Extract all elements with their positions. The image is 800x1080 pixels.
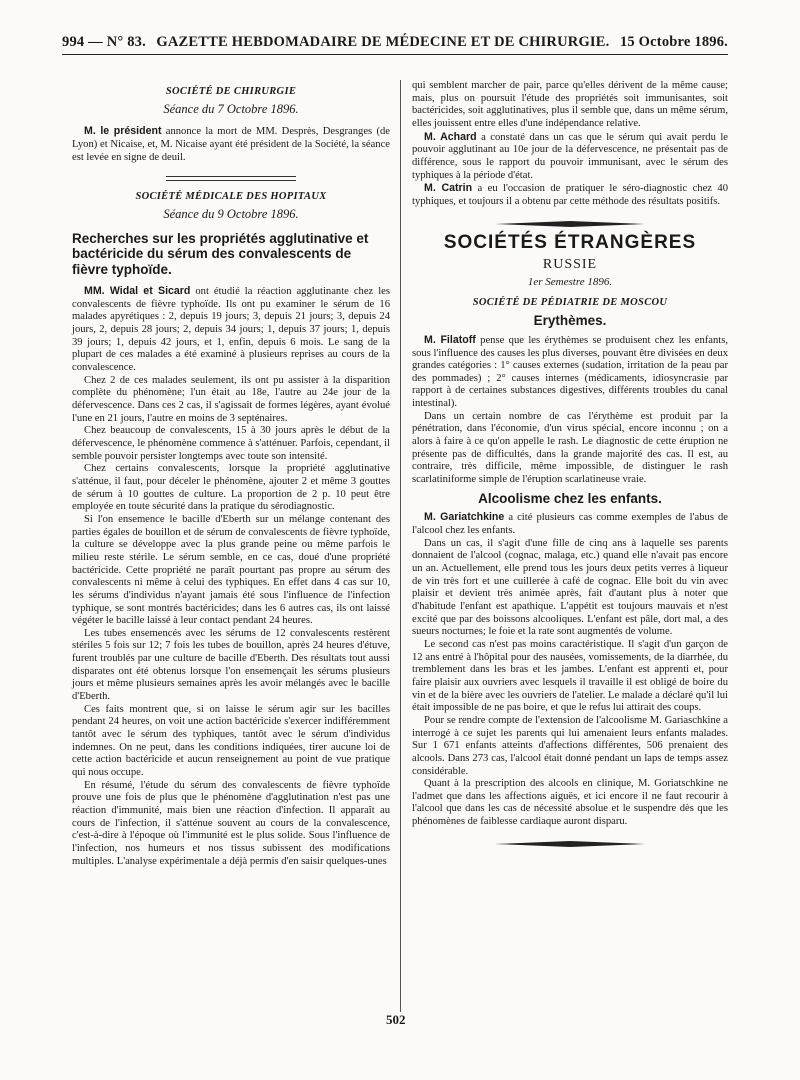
left-column [72,78,390,868]
society-heading: SOCIÉTÉ DE CHIRURGIE [165,86,297,97]
paragraph: Dans un certain nombre de cas l'érythème est produit par la pénétration, dans l'économie, d'un virus spécial, encore inconnu ; on a alors à faire à ce qu'on appelle le rash. Le diagnostic de cette éruption ne présente pas de difficultés, dans la grande majorité des cas. Il est, au contraire, très difficile, même impossible, de distinguer le rash scarlatiniforme simple de l'éruption scarlatineuse vraie. [412,410,728,486]
session-date: Séance du 9 Octobre 1896. [163,206,299,221]
society-heading: SOCIÉTÉ DE PÉDIATRIE DE MOSCOU [472,296,668,308]
paragraph: Quant à la prescription des alcools en clinique, M. Goriatschkine ne l'admet que dans les affections aiguës, et ici encore il ne faut recourir à l'alcool que dans les cas de nécessité absolue et le suspendre dès que les phénomènes de faiblesse cardiaque auront disparu. [412,778,728,828]
country-heading: RUSSIE [542,257,598,273]
paragraph: qui semblent marcher de pair, parce qu'elles dérivent de la même cause; mais, plus on poursuit l'étude des propriétés soit immunisantes, soit bactéricides, soit agglutinatives, plus il semble que, dans un même sérum, elles jouissent entre elles d'une indépendance relative. [412,80,728,129]
paragraph: M. Achard a constaté dans un cas que le sérum qui avait perdu le pouvoir agglutinant au 10e jour de la défervescence, ne présentait pas de différence, sous le rapport du pouvoir immunisant, avec le sérum des typhiques à la période d'état. [412,130,729,181]
speaker-name: M. le président [84,125,162,138]
running-header [62,34,728,51]
paragraph: Dans un cas, il s'agit d'une fille de cinq ans à laquelle ses parents donnaient de l'alcool (cognac, malaga, etc.) quand elle n'avait pas encore un an. Actuellement, elle prend tous les jours deux petits verres à liqueur de vin très fort et une cuillerée à café de cognac. Elle boit du vin avec plaisir et devient très animée après, fait d'autant plus à noter que d'habitude l'enfant est apathique. L'appétit est toujours mauvais et n'est excité que par des boissons alcooliques. L'enfant est pâle, dort mal, a des sueurs nocturnes; le foie et la rate sont augmentés de volume. [412,537,728,638]
paragraph: M. Catrin a eu l'occasion de pratiquer le séro-diagnostic chez 40 typhiques, et toujours il a obtenu par cette méthode des résultats positifs. [412,182,728,207]
paragraph: Ces faits montrent que, si on laisse le sérum agir sur les bacilles pendant 24 heures, on voit une action bactéricide s'exercer indifféremment tantôt avec le sérum des typhiques, tantôt avec le sérum d'individus indemnes. On ne peut, dans les conditions indiquées, tirer aucune loi de cette action bactéricide et aucun renseignement au point de vue pratique qui nous occupe. [72,703,390,779]
paragraph: Chez certains convalescents, lorsque la propriété agglutinative s'atténue, il faut, pour déceler le phénomène, ajouter 2 et même 3 gouttes de sérum à 10 gouttes de culture. La proportion de 2 p. 10 peut être employée en toute sécurité dans la pratique du sérodiagnostic. [72,463,390,513]
speaker-name: M. Filatoff [424,333,476,346]
header-rule [62,54,728,55]
column-divider [400,80,401,1012]
section-rule [166,176,296,181]
paragraph: Le second cas n'est pas moins caractéristique. Il s'agit d'un garçon de 12 ans entré à l'hôpital pour des nausées, vomissements, de la diarrhée, du tremblement dans les bras et les jambes. L'enfant est apprenti et, pour faire plaisir aux ouvriers avec lesquels il travaille il est obligé de boire du vin et de la bière avec les ouvriers de l'atelier. Le malade a déclaré qu'il lui était impossible de ne pas boire, et que le refus lui attirait des coups. [412,638,728,714]
paragraph: Chez beaucoup de convalescents, 15 à 30 jours après le début de la défervescence, le phénomène commence à s'atténuer. Parfois, cependant, il semble pouvoir persister longtemps avec toute son intensité. [72,425,390,462]
right-column [412,80,728,857]
ornament-divider-icon [495,219,645,229]
journal-title: GAZETTE HEBDOMADAIRE DE MÉDECINE ET DE CHIRURGIE. [156,34,610,50]
paragraph: En résumé, l'étude du sérum des convalescents de fièvre typhoïde prouve une fois de plus que le phénomène d'agglutination n'est pas une réaction d'immunité, mais bien une réaction d'infection. Il apparaît au cours de l'infection, il s'atténue souvent au cours de la convalescence, c'est-à-dire à l'époque où l'immunité est le plus solide. Sous l'influence de l'infection, nos humeurs et nos tissus subissent des modifications multiples. L'analyse expérimentale a déjà permis d'en saisir quelques-unes [72,779,390,867]
folio-number: 502 [386,1012,406,1027]
paragraph: Pour se rendre compte de l'extension de l'alcoolisme M. Gariaschkine a interrogé à ce sujet les parents qui lui amenaient leurs enfants malades. Sur 1 671 enfants atteints d'affections différentes, 506 prenaient des alcools. Dans 273 cas, l'alcool était donné pendant un laps de temps assez considérable. [412,714,728,777]
society-heading: SOCIÉTÉ MÉDICALE DES HOPITAUX [135,191,327,203]
speaker-name: M. Catrin [424,182,473,195]
section-title: SOCIÉTÉS ÉTRANGÈRES [443,231,697,253]
subsection-title: Erythèmes. [533,313,607,329]
ornament-divider-icon [495,839,645,849]
paragraph: MM. Widal et Sicard ont étudié la réaction agglutinante chez les convalescents de fièvre typhoïde. Ils ont pu examiner le sérum de 16 malades apyrétiques : 2, depuis 19 jours; 3, depuis 21 jours; 3, depuis 24 jours, 2, depuis 28 jours; 2, depuis 34 jours; 1, depuis 37 jours; 1, depuis 39 jours; 1, depuis 42 jours, et 1, enfin, depuis 6 mois. Le sang de la plupart de ces malades a été examiné à plusieurs reprises au cours de la convalescence. [72,285,390,374]
page-number-issue: 994 — N° 83. [62,34,146,50]
paragraph: M. Filatoff pense que les érythèmes se produisent chez les enfants, sous l'influence des causes les plus diverses, pouvant être divisées en deux grandes catégories : 1° causes externes (sudation, irritation de la peau par des pommades) ; 2° causes internes (médicaments, idiosyncrasie par rapport à de certaines substances digestives, différents troubles du canal intestinal). [412,333,729,410]
session-date: Séance du 7 Octobre 1896. [163,101,299,116]
paragraph: Si l'on ensemence le bacille d'Eberth sur un mélange contenant des parties égales de bouillon et de sérum de convalescents de fièvre typhoïde, la culture se développe avec la plus grande peine ou même parfois le milieu reste stérile. Le sérum semble, en ce cas, doué d'une propriété bactéricide. Cette propriété ne paraît pourtant pas propre au sérum des convalescents ni même à celui des typhiques. En effet dans 4 cas sur 10, les sérums d'individus n'ayant jamais été sous l'influence de l'infection typhique, se sont montrés bactéricides; dans les 6 autres cas, ils ont laissé végéter le bacille laissé à leur contact pendant 24 heures. [72,513,390,627]
paragraph: Les tubes ensemencés avec les sérums de 12 convalescents restèrent stériles 5 fois sur 12; 7 fois les tubes de bouillon, après 24 heures d'étuve, furent troublés par une culture de bacille d'Eberth. Des résultats tout aussi disparates ont été obtenus lorsque l'on ensemençait les sérums plusieurs jours et même plusieurs semaines après les avoir mélangés avec le bacille d'Eberth. [72,627,390,703]
subsection-title: Alcoolisme chez les enfants. [478,490,662,506]
semester-label: 1er Semestre 1896. [527,275,613,288]
speaker-name: M. Achard [424,130,477,143]
paragraph: M. le président annonce la mort de MM. Desprès, Desgranges (de Lyon) et Nicaise, et, M. Nicaise ayant été président de la Société, la séance est levée en signe de deuil. [72,125,390,163]
paragraph: Chez 2 de ces malades seulement, ils ont pu assister à la disparition complète du phénomène; l'un était au 18e, l'autre au 24e jour de la défervescence. Dans ces 2 cas, il s'agissait de formes légères, ayant évolué l'une en 21 jours, l'autre en moins de 3 septénaires. [72,374,390,424]
speaker-name: M. Gariatchkine [424,511,505,524]
issue-date: 15 Octobre 1896. [619,34,728,50]
paragraph: M. Gariatchkine a cité plusieurs cas comme exemples de l'abus de l'alcool chez les enfants. [412,511,728,537]
speaker-name: MM. Widal et Sicard [84,285,191,298]
article-title: Recherches sur les propriétés agglutinative et bactéricide du sérum des convalescents de fièvre typhoïde. [72,230,369,277]
